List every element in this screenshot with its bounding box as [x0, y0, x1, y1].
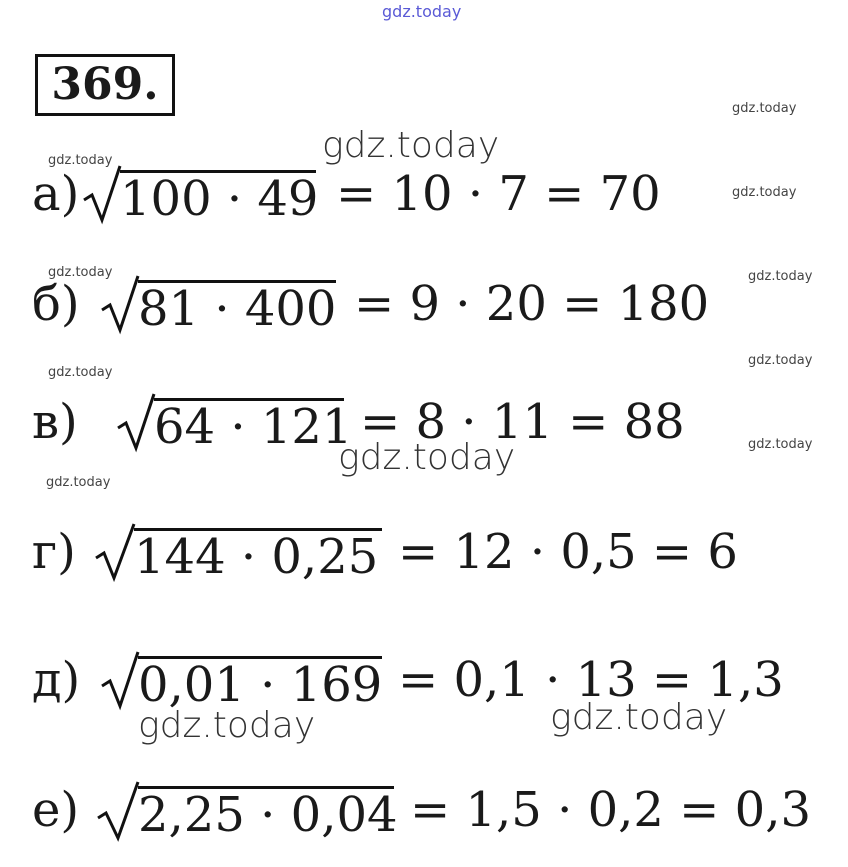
- radicand: 100 · 49: [120, 171, 319, 227]
- watermark-top: gdz.today: [382, 2, 462, 21]
- watermark-small: gdz.today: [732, 101, 797, 116]
- watermark-small: gdz.today: [748, 269, 813, 284]
- radical-sign: [116, 390, 156, 454]
- watermark-large: gdz.today: [138, 705, 316, 746]
- radical-sign: [82, 162, 122, 226]
- watermark-small: gdz.today: [748, 353, 813, 368]
- watermark-small: gdz.today: [732, 185, 797, 200]
- radical-sign: [94, 520, 136, 584]
- radical-sign: [96, 778, 140, 844]
- watermark-small: gdz.today: [48, 153, 113, 168]
- watermark-small: gdz.today: [46, 475, 111, 490]
- radical-sign: [100, 272, 140, 336]
- row-label: е): [32, 782, 80, 838]
- row-label: д): [32, 652, 81, 708]
- problem-number: 369.: [35, 54, 175, 116]
- radicand: 81 · 400: [138, 281, 337, 337]
- radicand: 2,25 · 0,04: [138, 787, 398, 843]
- watermark-small: gdz.today: [48, 265, 113, 280]
- radicand: 64 · 121: [154, 399, 353, 455]
- equation-result: = 8 · 11 = 88: [360, 394, 685, 450]
- equation-result: = 12 · 0,5 = 6: [398, 524, 738, 580]
- row-label: б): [32, 276, 80, 332]
- row-label: г): [32, 524, 76, 580]
- equation-result: = 10 · 7 = 70: [336, 166, 661, 222]
- watermark-large: gdz.today: [322, 125, 500, 166]
- equation-result: = 0,1 · 13 = 1,3: [398, 652, 784, 708]
- watermark-small: gdz.today: [748, 437, 813, 452]
- equation-result: = 9 · 20 = 180: [354, 276, 710, 332]
- radicand: 0,01 · 169: [138, 657, 383, 713]
- row-label: в): [32, 394, 78, 450]
- equation-result: = 1,5 · 0,2 = 0,3: [410, 782, 811, 838]
- watermark-large: gdz.today: [550, 697, 728, 738]
- watermark-large: gdz.today: [338, 437, 516, 478]
- row-label: а): [32, 166, 80, 222]
- radical-sign: [100, 648, 140, 712]
- watermark-small: gdz.today: [48, 365, 113, 380]
- radicand: 144 · 0,25: [134, 528, 382, 581]
